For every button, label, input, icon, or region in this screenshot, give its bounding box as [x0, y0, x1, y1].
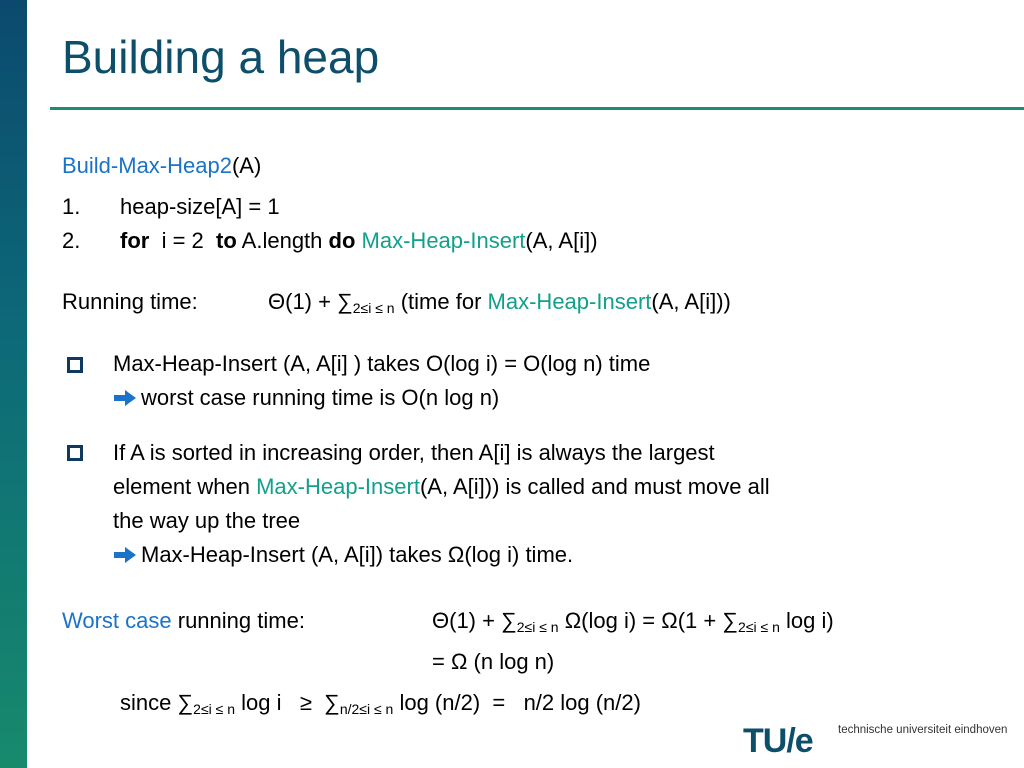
worst-case-expression: [432, 607, 834, 635]
since-subscript-2: n/2≤i ≤ n: [339, 701, 394, 717]
step-2-number: 2.: [62, 228, 81, 253]
step-1-text: heap-size[A] = 1: [120, 194, 280, 219]
bullet-1-conclusion: worst case running time is O(n log n): [141, 385, 500, 410]
rt-insert-args: (A, A[i])): [651, 289, 731, 314]
slide-title: Building a heap: [62, 31, 380, 83]
procedure-name: Build-Max-Heap2: [62, 153, 232, 178]
title-rule: [50, 107, 1024, 110]
rt-insert-call: Max-Heap-Insert: [487, 289, 652, 314]
running-time-expression: [268, 288, 731, 316]
bullet-2-line-2: [113, 473, 770, 501]
bullet-1-line-1: Max-Heap-Insert (A, A[i] ) takes O(log i) = O(log n) time: [113, 351, 651, 376]
procedure-header: [62, 152, 261, 180]
rt-theta: Θ(1) + ∑: [268, 289, 353, 314]
bullet-2-insert-call: Max-Heap-Insert: [256, 474, 420, 499]
wc-expr-3: log i): [786, 608, 834, 633]
insert-args: (A, A[i]): [525, 228, 598, 253]
rt-subscript: 2≤i ≤ n: [352, 300, 395, 316]
right-arrow-icon: [113, 390, 137, 406]
worst-case-rt: running time:: [177, 608, 305, 633]
bullet-2-line-4: [113, 541, 573, 569]
insert-call: Max-Heap-Insert: [361, 228, 526, 253]
running-time-label: Running time:: [62, 289, 198, 314]
worst-case-result: = Ω (n log n): [432, 649, 555, 674]
loop-limit: A.length: [241, 228, 323, 253]
wc-subscript-2: 2≤i ≤ n: [738, 619, 780, 635]
wc-subscript-1: 2≤i ≤ n: [516, 619, 559, 635]
since-c: log (n/2) = n/2 log (n/2): [399, 690, 641, 715]
bullet-2-line-3: the way up the tree: [113, 508, 301, 533]
for-keyword: for: [120, 228, 150, 253]
bullet-square-icon: [67, 357, 83, 373]
to-keyword: to: [216, 228, 237, 253]
since-b: log i ≥ ∑: [241, 690, 340, 715]
procedure-args: (A): [231, 153, 262, 178]
since-subscript-1: 2≤i ≤ n: [193, 701, 235, 717]
step-2-text: [120, 227, 598, 255]
step-1-number: 1.: [62, 194, 81, 219]
since-a: since ∑: [120, 690, 194, 715]
wc-expr-2: Ω(log i) = Ω(1 + ∑: [564, 608, 739, 633]
bullet-2-conclusion: Max-Heap-Insert (A, A[i]) takes Ω(log i) time.: [141, 542, 574, 567]
loop-init: i = 2: [161, 228, 204, 253]
sidebar-band: [0, 0, 27, 768]
bullet-square-icon: [67, 445, 83, 461]
university-name: technische universiteit eindhoven: [838, 724, 1008, 736]
step-1: [62, 193, 80, 221]
tue-logo: [743, 722, 813, 761]
bullet-2-text-b: (A, A[i])) is called and must move all: [419, 474, 770, 499]
right-arrow-icon: [113, 547, 137, 563]
bullet-1-line-2: [113, 384, 499, 412]
bullet-2-text-a: element when: [113, 474, 250, 499]
worst-case-label: [62, 607, 305, 635]
worst-case-keyword: Worst case: [62, 608, 172, 633]
do-keyword: do: [328, 228, 356, 253]
since-line: [120, 689, 641, 717]
wc-expr-1: Θ(1) + ∑: [432, 608, 517, 633]
rt-time-for: (time for: [400, 289, 482, 314]
tue-logo-mark: TU/e: [743, 722, 813, 760]
bullet-2-line-1: If A is sorted in increasing order, then A[i] is always the largest: [113, 440, 715, 465]
